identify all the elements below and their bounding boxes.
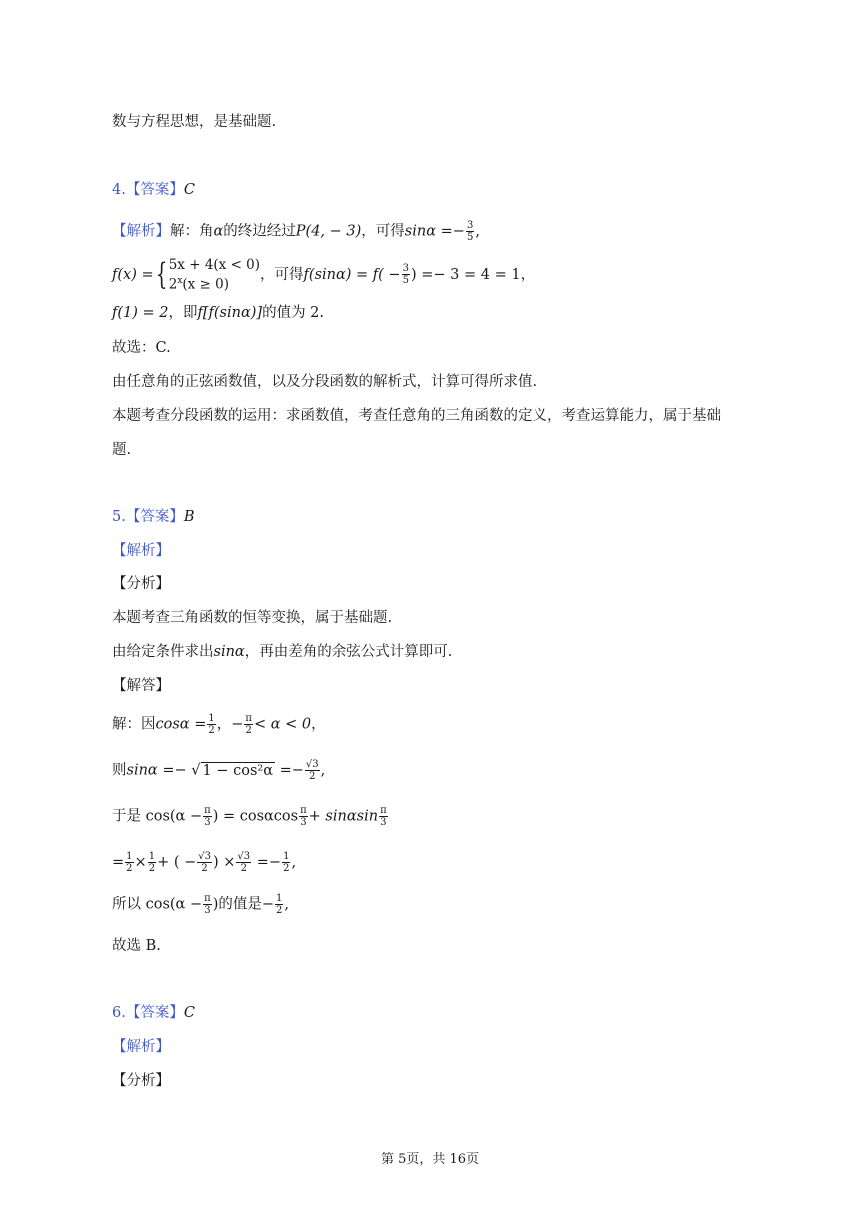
q5-answer: 5.【答案】B [112,509,195,525]
q6-analysis-label: 【解析】 [112,1039,170,1055]
page-footer: 第 5页，共 16页 [380,1152,480,1167]
q5-fenxi-text2: 由给定条件求出sinα，再由差角的余弦公式计算即可. [112,644,453,660]
q5-choice: 故选 B. [112,938,161,954]
q4-choice: 故选：C. [112,340,171,356]
q5-fenxi-label: 【分析】 [112,576,170,592]
q6-fenxi-label: 【分析】 [112,1073,170,1089]
q5-step2: 则sinα =− √ 1 − cos²α =− $\frac{√3}{2}$ , [112,759,326,782]
q5-fenxi-text1: 本题考查三角函数的恒等变换，属于基础题. [112,610,393,626]
q5-analysis-label: 【解析】 [112,543,170,559]
q4-analysis-line3: f(1) = 2，即f[f(sinα)]的值为 2. [112,305,325,321]
q5-step5: 所以 cos(α − $\frac{\pi}{3}$ )的值是− $\frac{1}{2}$ , [112,893,289,916]
q4-piecewise-line: f(x) ={ 5x + 4(x < 0) $2^x(x \ge 0)$，可得f(sinα) = f( − $\frac{3}{5}$ ) =− 3 = 4 = 1， [112,256,536,293]
q4-method: 由任意角的正弦函数值，以及分段函数的解析式，计算可得所求值. [112,374,538,390]
q5-step1: 解：因cosα = $\frac{1}{2}$ ，− $\frac{\pi}{2}$ < α < 0， [112,713,326,736]
q6-answer: 6.【答案】C [112,1005,195,1021]
q4-answer: 4.【答案】C [112,182,195,198]
q5-step4: = $\frac{1}{2}$ × $\frac{1}{2}$ + ( − $\frac{√3}{2}$ ) × $\frac{√3}{2}$ =− $\frac{1}{2}$ , [112,851,297,874]
q4-analysis-line1: 【解析】解：角α的终边经过P(4, − 3)，可得sinα =− $\frac{3}{5}$ , [112,220,480,243]
q4-summary-end: 题. [112,442,132,458]
q5-jieda-label: 【解答】 [112,678,170,694]
q3-conclusion: 数与方程思想，是基础题. [112,114,277,130]
q5-step3: 于是 cos(α − $\frac{\pi}{3}$ ) = cosαcos $\frac{\pi}{3}$ + sinαsin $\frac{\pi}{3}$ [112,805,387,828]
q4-summary: 本题考查分段函数的运用：求函数值，考查任意角的三角函数的定义，考查运算能力，属于基础 [112,408,721,424]
